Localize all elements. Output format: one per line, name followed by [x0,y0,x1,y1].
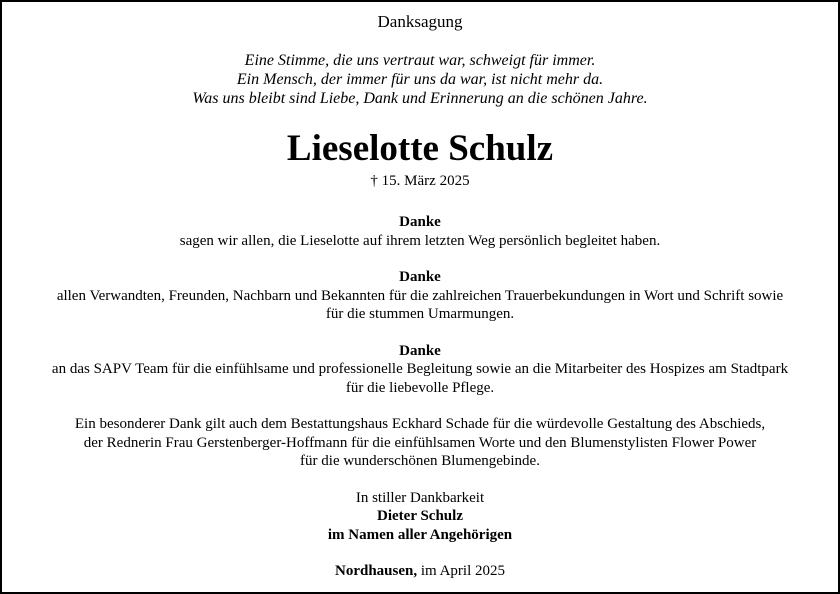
thanks-text-line: für die liebevolle Pflege. [345,379,495,396]
epigraph [2,51,838,108]
special-thanks-paragraph [2,415,838,471]
thanks-heading: Danke [399,214,441,230]
epigraph-line: Was uns bleibt sind Liebe, Dank und Erinnerung an die schönen Jahre. [192,90,648,107]
special-thanks-line: für die wunderschönen Blumengebinde. [300,453,540,469]
special-thanks-line: Ein besonderer Dank gilt auch dem Bestattungshaus Eckhard Schade für die würdevolle Gestaltung des Abschieds, [74,416,766,432]
thanks-section [2,268,838,324]
thanks-text-line: sagen wir allen, die Lieselotte auf ihrem letzten Weg persönlich begleitet haben. [179,232,661,249]
closing-gratitude-line: In stiller Dankbarkeit [355,489,485,506]
thanks-section [2,342,838,398]
thanks-heading: Danke [399,342,441,359]
date-text: im April 2025 [417,563,506,579]
special-thanks-line: der Rednerin Frau Gerstenberger-Hoffmann für die einfühlsamen Worte und den Blumenstylisten Flower Power [83,434,757,451]
closing-block [2,489,838,545]
mourner-name: Dieter Schulz [377,508,463,524]
thanks-text-line: an das SAPV Team für die einfühlsame und professionelle Begleitung sowie an die Mitarbeiter des Hospizes am Stadtpark [51,361,789,377]
notice-type-heading: Danksagung [377,12,463,31]
place-name: Nordhausen, [334,563,418,579]
thanks-section [2,213,838,250]
thanks-heading: Danke [399,269,441,285]
epigraph-line: Eine Stimme, die uns vertraut war, schweigt für immer. [244,52,596,69]
death-date: † 15. März 2025 [370,173,470,189]
epigraph-line: Ein Mensch, der immer für uns da war, ist nicht mehr da. [236,71,604,88]
deceased-name: Lieselotte Schulz [286,128,554,169]
family-line: im Namen aller Angehörigen [327,526,513,543]
thanks-text-line: für die stummen Umarmungen. [325,306,515,322]
place-date-line [2,562,838,581]
thanks-text-line: allen Verwandten, Freunden, Nachbarn und Bekannten für die zahlreichen Trauerbekundungen in Wort und Schrift sowie [56,287,784,304]
